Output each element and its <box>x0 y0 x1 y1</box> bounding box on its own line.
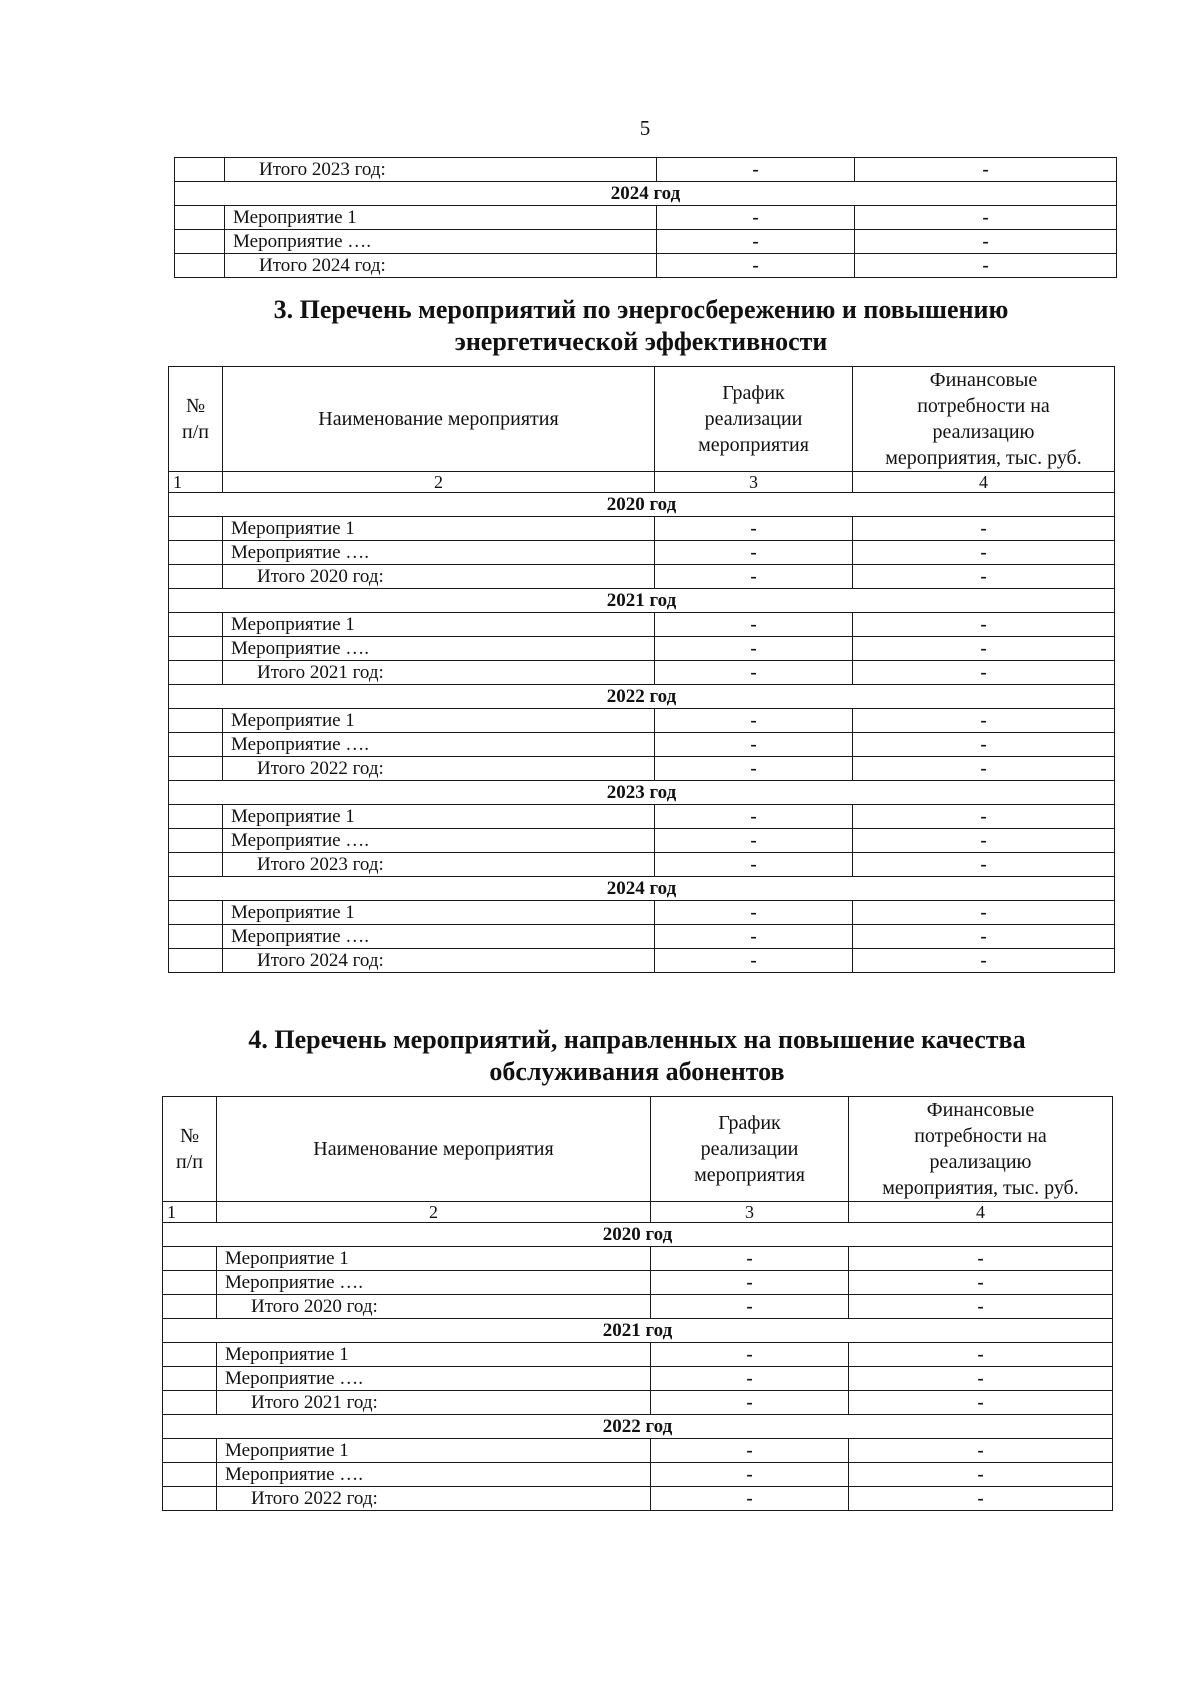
column-numbers-row <box>163 1202 1113 1223</box>
table-cell: - <box>853 613 1115 637</box>
table-cell <box>175 206 225 230</box>
year-row <box>169 877 1115 901</box>
year-row <box>163 1415 1113 1439</box>
table-cell: - <box>849 1295 1113 1319</box>
table-cell <box>163 1271 217 1295</box>
table-cell: - <box>853 829 1115 853</box>
subscriber-service-table <box>162 1096 1113 1511</box>
total-row <box>163 1391 1113 1415</box>
table-cell: 2 <box>223 472 655 493</box>
table-row <box>169 901 1115 925</box>
table-cell: - <box>849 1367 1113 1391</box>
year-row <box>169 589 1115 613</box>
table-cell <box>163 1439 217 1463</box>
table-cell: Мероприятие …. <box>217 1271 651 1295</box>
table-cell: - <box>853 733 1115 757</box>
total-row <box>169 661 1115 685</box>
year-row <box>175 182 1117 206</box>
table-cell <box>175 254 225 278</box>
table-cell: Мероприятие 1 <box>223 709 655 733</box>
table-cell: Мероприятие …. <box>223 925 655 949</box>
table-cell: - <box>651 1367 849 1391</box>
total-row <box>169 757 1115 781</box>
table-cell: Итого 2023 год: <box>225 158 657 182</box>
table-cell: - <box>655 517 853 541</box>
table-header <box>169 367 1115 472</box>
table-row <box>169 733 1115 757</box>
header-number: № п/п <box>169 367 223 472</box>
table-cell: - <box>651 1295 849 1319</box>
table-cell: - <box>849 1247 1113 1271</box>
table-row <box>163 1343 1113 1367</box>
table-cell: 4 <box>849 1202 1113 1223</box>
column-numbers-row <box>169 472 1115 493</box>
table-cell: - <box>855 206 1117 230</box>
table-cell: - <box>657 158 855 182</box>
table-cell: - <box>855 254 1117 278</box>
table-row <box>169 541 1115 565</box>
table-cell: Итого 2024 год: <box>223 949 655 973</box>
table-cell: - <box>853 949 1115 973</box>
total-row <box>163 1295 1113 1319</box>
table-cell: Мероприятие 1 <box>225 206 657 230</box>
table-cell: - <box>849 1271 1113 1295</box>
table-cell: - <box>655 565 853 589</box>
table-cell: - <box>655 709 853 733</box>
table-cell: Итого 2020 год: <box>223 565 655 589</box>
table-cell: 2023 год <box>169 781 1115 805</box>
table-row <box>175 230 1117 254</box>
continuation-table <box>174 157 1117 278</box>
table-cell: - <box>853 853 1115 877</box>
table-row <box>169 613 1115 637</box>
table-cell <box>169 805 223 829</box>
table-cell: - <box>853 517 1115 541</box>
table-row <box>175 206 1117 230</box>
table-cell: - <box>853 637 1115 661</box>
table-cell: - <box>651 1487 849 1511</box>
table-row <box>169 925 1115 949</box>
table-row <box>163 1247 1113 1271</box>
table-row <box>175 158 1117 182</box>
table-cell: 3 <box>651 1202 849 1223</box>
table-cell: Мероприятие 1 <box>217 1247 651 1271</box>
table-cell: - <box>849 1439 1113 1463</box>
table-cell: Итого 2021 год: <box>223 661 655 685</box>
table-cell: - <box>655 541 853 565</box>
table-cell <box>169 853 223 877</box>
table-cell: Мероприятие 1 <box>223 613 655 637</box>
table-cell <box>163 1295 217 1319</box>
table-cell <box>169 829 223 853</box>
table-cell: 2024 год <box>175 182 1117 206</box>
table-cell: - <box>655 853 853 877</box>
table-cell <box>169 637 223 661</box>
table-cell <box>169 949 223 973</box>
table-cell <box>169 613 223 637</box>
table-cell <box>163 1343 217 1367</box>
table-cell: Мероприятие …. <box>217 1367 651 1391</box>
year-row <box>169 781 1115 805</box>
table-cell <box>169 925 223 949</box>
table-cell: 2020 год <box>169 493 1115 517</box>
table-cell: Мероприятие 1 <box>223 901 655 925</box>
table-cell: - <box>657 254 855 278</box>
section-3-title: 3. Перечень мероприятий по энергосбережению и повышению энергетической эффективности <box>273 295 1009 356</box>
header-finance: Финансовые потребности на реализацию мероприятия, тыс. руб. <box>853 367 1115 472</box>
table-row <box>169 517 1115 541</box>
table-cell <box>169 901 223 925</box>
table-row <box>175 254 1117 278</box>
total-row <box>163 1487 1113 1511</box>
table-cell: - <box>853 565 1115 589</box>
table-cell <box>169 565 223 589</box>
table-cell: - <box>655 637 853 661</box>
table-cell: Мероприятие 1 <box>223 517 655 541</box>
table-cell: - <box>655 949 853 973</box>
table-cell: - <box>651 1271 849 1295</box>
table-cell <box>169 541 223 565</box>
table-cell <box>163 1391 217 1415</box>
table-cell: Мероприятие …. <box>223 829 655 853</box>
table-cell: 2021 год <box>169 589 1115 613</box>
table-cell: Мероприятие 1 <box>217 1439 651 1463</box>
table-cell: 2 <box>217 1202 651 1223</box>
table-cell <box>163 1367 217 1391</box>
table-cell: Итого 2023 год: <box>223 853 655 877</box>
table-cell <box>169 757 223 781</box>
table-cell: - <box>651 1463 849 1487</box>
table-cell: 2021 год <box>163 1319 1113 1343</box>
table-cell <box>169 709 223 733</box>
table-header <box>163 1097 1113 1202</box>
table-cell: Мероприятие …. <box>225 230 657 254</box>
year-row <box>163 1223 1113 1247</box>
table-cell: 3 <box>655 472 853 493</box>
header-name: Наименование мероприятия <box>217 1097 651 1202</box>
table-cell: Мероприятие …. <box>217 1463 651 1487</box>
table-cell: Итого 2022 год: <box>217 1487 651 1511</box>
table-cell: Мероприятие …. <box>223 541 655 565</box>
table-row <box>163 1439 1113 1463</box>
table-cell <box>175 230 225 254</box>
table-cell: - <box>853 901 1115 925</box>
table-cell: 2024 год <box>169 877 1115 901</box>
year-row <box>169 493 1115 517</box>
table-cell: - <box>849 1343 1113 1367</box>
table-cell: - <box>849 1391 1113 1415</box>
energy-saving-table <box>168 366 1115 973</box>
table-cell: - <box>651 1247 849 1271</box>
table-cell: - <box>849 1487 1113 1511</box>
table-cell: - <box>657 206 855 230</box>
table-cell: Итого 2022 год: <box>223 757 655 781</box>
total-row <box>169 949 1115 973</box>
table-cell: Мероприятие 1 <box>223 805 655 829</box>
table-row <box>169 709 1115 733</box>
header-number: № п/п <box>163 1097 217 1202</box>
table-cell: Мероприятие …. <box>223 733 655 757</box>
table-cell: Итого 2024 год: <box>225 254 657 278</box>
table-cell: - <box>655 757 853 781</box>
table-cell: - <box>651 1439 849 1463</box>
total-row <box>169 565 1115 589</box>
table-cell: 2020 год <box>163 1223 1113 1247</box>
header-schedule: График реализации мероприятия <box>655 367 853 472</box>
table-cell <box>169 517 223 541</box>
table-cell: Мероприятие …. <box>223 637 655 661</box>
table-cell: - <box>655 829 853 853</box>
table-cell <box>169 733 223 757</box>
total-row <box>169 853 1115 877</box>
table-cell: Итого 2020 год: <box>217 1295 651 1319</box>
table-cell: - <box>655 901 853 925</box>
table-cell <box>175 158 225 182</box>
table-cell <box>163 1247 217 1271</box>
table-cell <box>163 1463 217 1487</box>
table-cell: - <box>655 733 853 757</box>
header-name: Наименование мероприятия <box>223 367 655 472</box>
section-4-title: 4. Перечень мероприятий, направленных на повышение качества обслуживания абонентов <box>248 1025 1026 1086</box>
table-cell: - <box>655 925 853 949</box>
header-finance: Финансовые потребности на реализацию мероприятия, тыс. руб. <box>849 1097 1113 1202</box>
table-cell: - <box>853 805 1115 829</box>
table-cell: Итого 2021 год: <box>217 1391 651 1415</box>
table-cell: - <box>655 661 853 685</box>
table-cell: - <box>853 661 1115 685</box>
table-row <box>169 805 1115 829</box>
table-cell: - <box>651 1343 849 1367</box>
table-cell: - <box>855 158 1117 182</box>
table-cell: 1 <box>169 472 223 493</box>
table-cell: 1 <box>163 1202 217 1223</box>
table-row <box>163 1271 1113 1295</box>
table-cell: - <box>655 805 853 829</box>
table-cell: 2022 год <box>163 1415 1113 1439</box>
year-row <box>169 685 1115 709</box>
table-row <box>163 1463 1113 1487</box>
table-cell: - <box>657 230 855 254</box>
table-cell <box>163 1487 217 1511</box>
year-row <box>163 1319 1113 1343</box>
table-cell: - <box>853 925 1115 949</box>
table-cell: - <box>849 1463 1113 1487</box>
table-cell: - <box>853 757 1115 781</box>
page-number: 5 <box>639 116 651 140</box>
table-cell: - <box>655 613 853 637</box>
table-cell: - <box>853 709 1115 733</box>
table-row <box>163 1367 1113 1391</box>
table-cell: Мероприятие 1 <box>217 1343 651 1367</box>
table-cell: - <box>855 230 1117 254</box>
header-schedule: График реализации мероприятия <box>651 1097 849 1202</box>
table-cell: - <box>651 1391 849 1415</box>
table-cell <box>169 661 223 685</box>
table-cell: - <box>853 541 1115 565</box>
table-row <box>169 637 1115 661</box>
table-row <box>169 829 1115 853</box>
table-cell: 4 <box>853 472 1115 493</box>
table-cell: 2022 год <box>169 685 1115 709</box>
